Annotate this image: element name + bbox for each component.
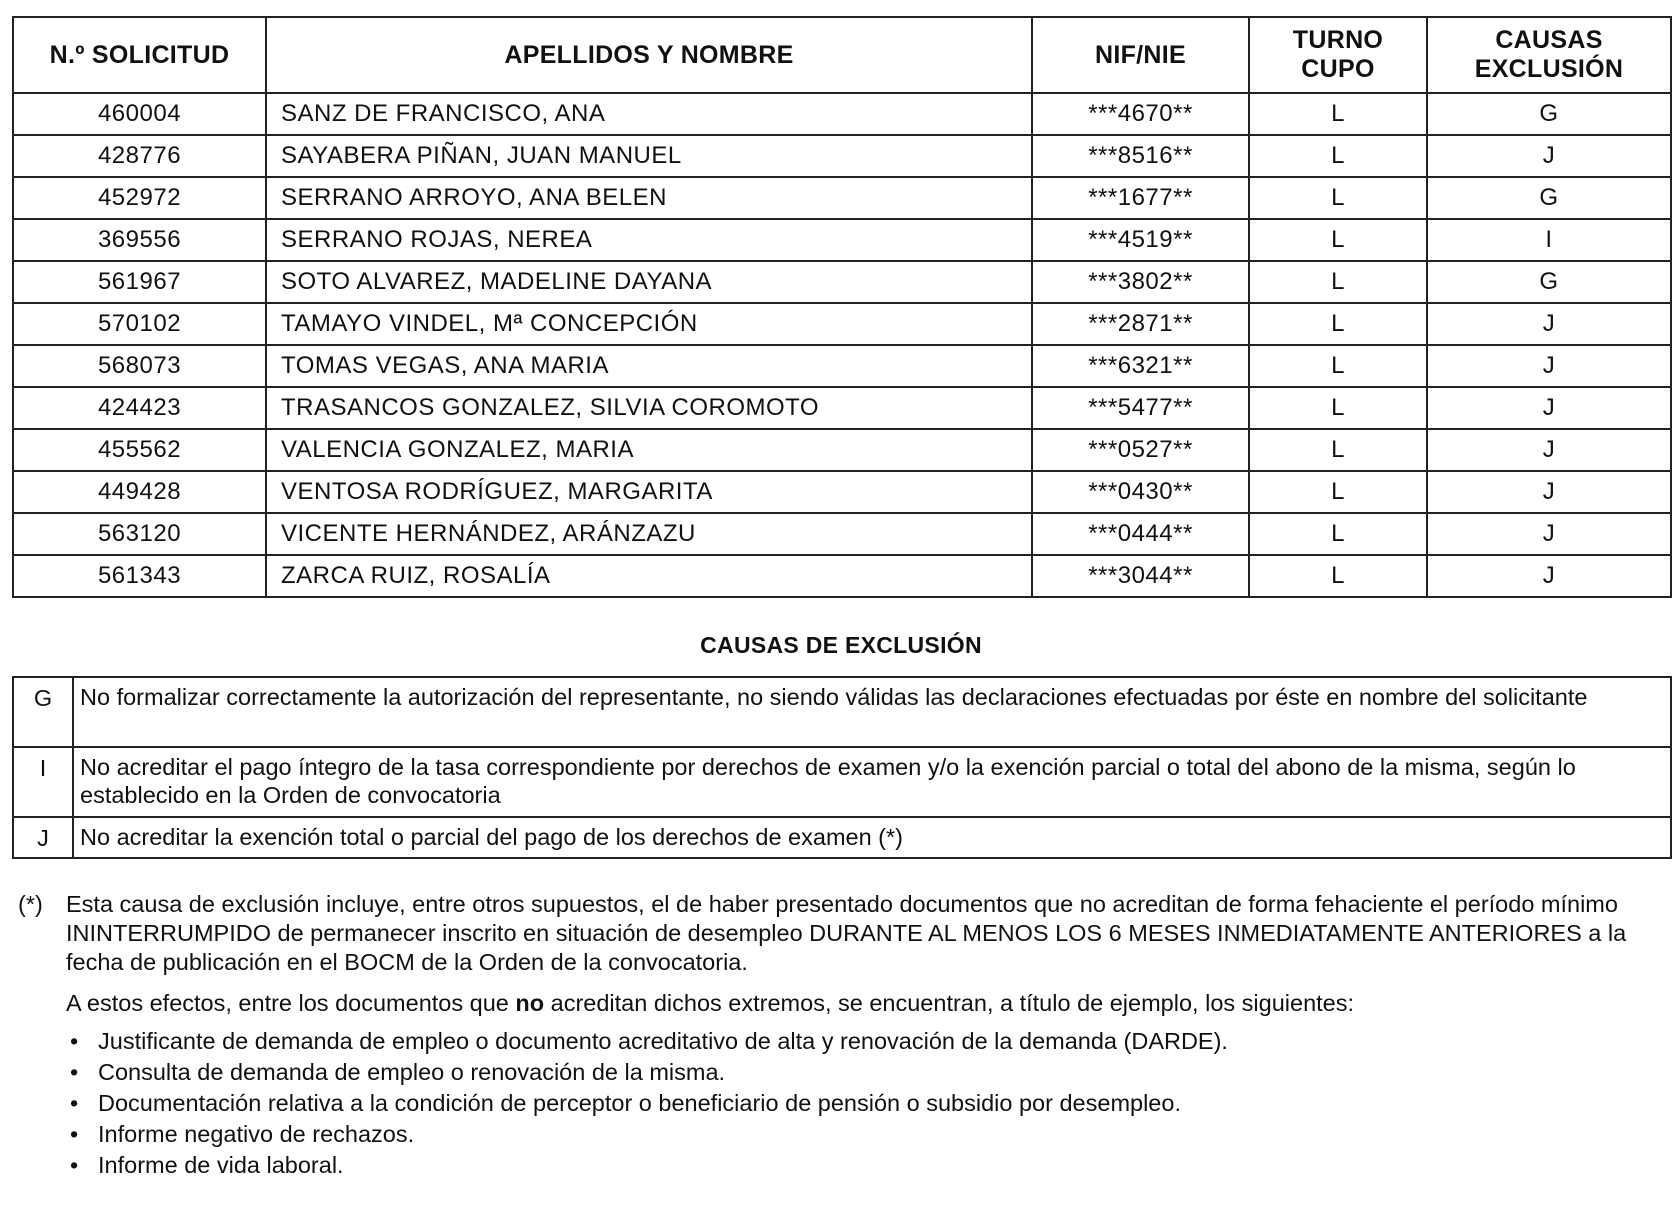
applicants-table-container [12,16,1672,598]
cell-causa: J [1427,555,1671,597]
cell-nif: ***4519** [1032,219,1249,261]
header-turno-line1: TURNO [1292,26,1384,54]
footnote [18,890,1638,1181]
cell-turno: L [1249,93,1427,135]
cell-nif: ***6321** [1032,345,1249,387]
table-row [13,471,1671,513]
header-turno [1249,17,1427,93]
bullet-icon: • [70,1121,79,1147]
cell-solicitud: 428776 [13,135,266,177]
cell-nombre: TRASANCOS GONZALEZ, SILVIA COROMOTO [266,387,1032,429]
cell-nombre: SERRANO ARROYO, ANA BELEN [266,177,1032,219]
cell-causa: J [1427,303,1671,345]
cell-turno: L [1249,345,1427,387]
list-item [66,1026,1638,1057]
cell-turno: L [1249,219,1427,261]
cause-code: I [13,747,73,817]
cell-solicitud: 452972 [13,177,266,219]
header-causas-line2: EXCLUSIÓN [1474,55,1624,83]
bullet-icon: • [70,1152,79,1178]
cell-solicitud: 449428 [13,471,266,513]
table-row [13,261,1671,303]
cell-causa: G [1427,261,1671,303]
list-item-text: Justificante de demanda de empleo o documento acreditativo de alta y renovación de la demanda (DARDE). [98,1028,1228,1054]
cell-nif: ***3044** [1032,555,1249,597]
cell-turno: L [1249,555,1427,597]
cell-nif: ***0444** [1032,513,1249,555]
cell-causa: J [1427,513,1671,555]
bullet-icon: • [70,1090,79,1116]
table-row [13,345,1671,387]
cell-nif: ***0527** [1032,429,1249,471]
header-nombre: APELLIDOS Y NOMBRE [266,17,1032,93]
footnote-paragraph-2 [66,989,1638,1018]
list-item [66,1057,1638,1088]
applicants-table [12,16,1672,598]
cell-causa: J [1427,429,1671,471]
header-nif: NIF/NIE [1032,17,1249,93]
paragraph-2-bold-no: no [515,990,545,1016]
cell-causa: J [1427,135,1671,177]
table-header-row [13,17,1671,93]
footnote-body [66,890,1638,1181]
cell-turno: L [1249,471,1427,513]
cell-turno: L [1249,177,1427,219]
cell-solicitud: 369556 [13,219,266,261]
table-row [13,387,1671,429]
cell-nif: ***8516** [1032,135,1249,177]
table-row [13,555,1671,597]
cell-solicitud: 424423 [13,387,266,429]
cause-description: No acreditar el pago íntegro de la tasa correspondiente por derechos de examen y/o la exención parcial o total del abono de la misma, según lo establecido en la Orden de convocatoria [73,747,1671,817]
table-row [13,93,1671,135]
cell-solicitud: 563120 [13,513,266,555]
cell-nif: ***5477** [1032,387,1249,429]
cell-causa: G [1427,177,1671,219]
cell-turno: L [1249,513,1427,555]
header-causas-line1: CAUSAS [1495,26,1603,54]
table-row [13,177,1671,219]
header-solicitud: N.º SOLICITUD [13,17,266,93]
cause-description: No acreditar la exención total o parcial del pago de los derechos de examen (*) [73,817,1671,858]
cause-row [13,817,1671,858]
table-row [13,219,1671,261]
cell-nif: ***0430** [1032,471,1249,513]
cell-nif: ***3802** [1032,261,1249,303]
cell-solicitud: 561343 [13,555,266,597]
table-row [13,303,1671,345]
cell-turno: L [1249,261,1427,303]
cell-solicitud: 460004 [13,93,266,135]
cell-causa: J [1427,471,1671,513]
header-causas [1427,17,1671,93]
table-row [13,513,1671,555]
list-item [66,1119,1638,1150]
cell-nombre: TOMAS VEGAS, ANA MARIA [266,345,1032,387]
bullet-icon: • [70,1059,79,1085]
cell-causa: J [1427,345,1671,387]
cell-nif: ***1677** [1032,177,1249,219]
paragraph-2-text-after: acreditan dichos extremos, se encuentran, a título de ejemplo, los siguientes: [544,990,1355,1016]
cell-causa: I [1427,219,1671,261]
table-row [13,135,1671,177]
list-item-text: Informe negativo de rechazos. [98,1121,415,1147]
cell-turno: L [1249,387,1427,429]
cause-code: J [13,817,73,858]
cell-turno: L [1249,303,1427,345]
causes-table [12,676,1672,859]
cell-nombre: VALENCIA GONZALEZ, MARIA [266,429,1032,471]
cell-causa: J [1427,387,1671,429]
list-item [66,1150,1638,1181]
list-item-text: Consulta de demanda de empleo o renovación de la misma. [98,1059,726,1085]
cell-nombre: SOTO ALVAREZ, MADELINE DAYANA [266,261,1032,303]
footnote-paragraph-1: Esta causa de exclusión incluye, entre otros supuestos, el de haber presentado documentos que no acreditan de forma fehaciente el período mínimo ININTERRUMPIDO de permanecer inscrito en situación de desempleo DURANTE AL MENOS LOS 6 MESES INMEDIATAMENTE ANTERIORES a la fecha de publicación en el BOCM de la Orden de la convocatoria. [66,891,1627,975]
cause-row [13,747,1671,817]
causes-title: CAUSAS DE EXCLUSIÓN [700,632,982,658]
bullet-icon: • [70,1028,79,1054]
cell-turno: L [1249,429,1427,471]
list-item-text: Informe de vida laboral. [98,1152,344,1178]
cell-nombre: VICENTE HERNÁNDEZ, ARÁNZAZU [266,513,1032,555]
cell-causa: G [1427,93,1671,135]
footnote-marker: (*) [18,891,43,917]
cell-solicitud: 455562 [13,429,266,471]
cell-turno: L [1249,135,1427,177]
cause-row [13,677,1671,747]
cell-nombre: SERRANO ROJAS, NEREA [266,219,1032,261]
list-item-text: Documentación relativa a la condición de perceptor o beneficiario de pensión o subsidio por desempleo. [98,1090,1181,1116]
cell-nif: ***2871** [1032,303,1249,345]
paragraph-2-text-before: A estos efectos, entre los documentos que [66,990,516,1016]
cell-solicitud: 568073 [13,345,266,387]
cause-code: G [13,677,73,747]
cell-solicitud: 570102 [13,303,266,345]
cause-description: No formalizar correctamente la autorización del representante, no siendo válidas las declaraciones efectuadas por éste en nombre del solicitante [73,677,1671,747]
examples-list [66,1026,1638,1181]
cell-nombre: SAYABERA PIÑAN, JUAN MANUEL [266,135,1032,177]
table-row [13,429,1671,471]
cell-nif: ***4670** [1032,93,1249,135]
cell-solicitud: 561967 [13,261,266,303]
cell-nombre: TAMAYO VINDEL, Mª CONCEPCIÓN [266,303,1032,345]
list-item [66,1088,1638,1119]
cell-nombre: VENTOSA RODRÍGUEZ, MARGARITA [266,471,1032,513]
cell-nombre: SANZ DE FRANCISCO, ANA [266,93,1032,135]
cell-nombre: ZARCA RUIZ, ROSALÍA [266,555,1032,597]
header-turno-line2: CUPO [1301,55,1375,83]
